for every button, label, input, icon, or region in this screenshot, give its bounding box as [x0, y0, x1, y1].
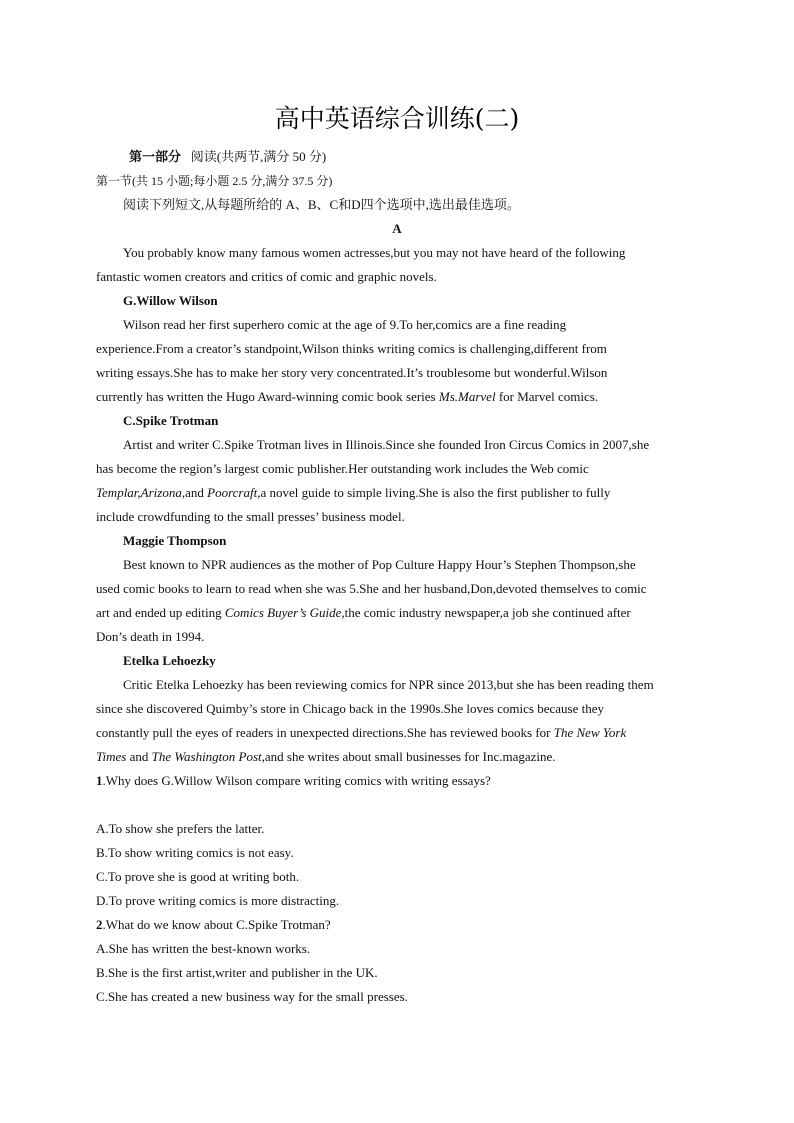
- q1-option-c: C.To prove she is good at writing both.: [96, 869, 300, 884]
- question-2-number: 2: [96, 917, 103, 932]
- q2-option-a: A.She has written the best-known works.: [96, 941, 311, 956]
- q1-option-d: D.To prove writing comics is more distracting.: [96, 893, 340, 908]
- lehoezky-line-1: Critic Etelka Lehoezky has been reviewing comics for NPR since 2013,but she has been reading them: [123, 677, 654, 692]
- wilson-line-4: [96, 388, 598, 406]
- lehoezky-heading: Etelka Lehoezky: [123, 653, 216, 668]
- thompson-line-4: Don’s death in 1994.: [96, 629, 205, 644]
- part-heading: [129, 148, 326, 166]
- intro-line-2: fantastic women creators and critics of comic and graphic novels.: [96, 269, 437, 284]
- q1-option-a: A.To show she prefers the latter.: [96, 821, 265, 836]
- lehoezky-line-3: [96, 724, 626, 742]
- question-2: [96, 916, 331, 934]
- question-1: [96, 772, 491, 790]
- title-templar-arizona: Templar,Arizona: [96, 485, 182, 500]
- wilson-line-3: writing essays.She has to make her story very concentrated.It’s troublesome but wonderful.Wilson: [96, 365, 608, 380]
- title-poorcraft: Poorcraft: [207, 485, 258, 500]
- trotman-line-3-mid: ,and: [181, 485, 208, 500]
- question-1-number: 1: [96, 773, 103, 788]
- thompson-line-3-end: ,the comic industry newspaper,a job she continued after: [341, 605, 631, 620]
- trotman-line-2: has become the region’s largest comic publisher.Her outstanding work includes the Web comic: [96, 461, 589, 476]
- wilson-line-2: experience.From a creator’s standpoint,Wilson thinks writing comics is challenging,different from: [96, 341, 607, 356]
- thompson-line-1: Best known to NPR audiences as the mother of Pop Culture Happy Hour’s Stephen Thompson,she: [123, 557, 636, 572]
- thompson-line-3-text: art and ended up editing: [96, 605, 225, 620]
- title-new-york-times-a: The New York: [553, 725, 627, 740]
- wilson-line-4-text: currently has written the Hugo Award-winning comic book series: [96, 389, 439, 404]
- q1-option-b: B.To show writing comics is not easy.: [96, 845, 294, 860]
- section-heading: 第一节(共 15 小题;每小题 2.5 分,满分 37.5 分): [96, 174, 333, 188]
- trotman-line-1: Artist and writer C.Spike Trotman lives in Illinois.Since she founded Iron Circus Comics in 2007,she: [123, 437, 650, 452]
- page-title: 高中英语综合训练(二): [274, 104, 520, 133]
- title-washington-post: The Washington Post: [151, 749, 262, 764]
- wilson-line-1: Wilson read her first superhero comic at the age of 9.To her,comics are a fine reading: [123, 317, 567, 332]
- thompson-heading: Maggie Thompson: [123, 533, 227, 548]
- passage-label: A: [392, 221, 402, 236]
- part-sub: 阅读(共两节,满分 50 分): [190, 149, 327, 164]
- lehoezky-line-4: [96, 748, 556, 766]
- title-new-york-times-b: Times: [96, 749, 127, 764]
- lehoezky-line-4-end: ,and she writes about small businesses for Inc.magazine.: [261, 749, 556, 764]
- title-comics-buyers-guide: Comics Buyer’s Guide: [224, 605, 342, 620]
- q2-option-c: C.She has created a new business way for the small presses.: [96, 989, 408, 1004]
- thompson-line-2: used comic books to learn to read when she was 5.She and her husband,Don,devoted themselves to comic: [96, 581, 647, 596]
- title-ms-marvel: Ms.Marvel: [438, 389, 496, 404]
- wilson-heading: G.Willow Wilson: [123, 293, 218, 308]
- lehoezky-line-2: since she discovered Quimby’s store in Chicago back in the 1990s.She loves comics because they: [96, 701, 604, 716]
- q2-option-b: B.She is the first artist,writer and publisher in the UK.: [96, 965, 378, 980]
- thompson-line-3: [96, 604, 631, 622]
- trotman-line-3-end: ,a novel guide to simple living.She is also the first publisher to fully: [257, 485, 611, 500]
- question-1-text: .Why does G.Willow Wilson compare writing comics with writing essays?: [102, 773, 491, 788]
- lehoezky-line-3-text: constantly pull the eyes of readers in unexpected directions.She has reviewed books for: [96, 725, 554, 740]
- lehoezky-line-4-mid: and: [126, 749, 152, 764]
- trotman-line-3: [96, 484, 610, 502]
- instructions: 阅读下列短文,从每题所给的 A、B、C和D四个选项中,选出最佳选项。: [123, 197, 520, 212]
- trotman-heading: C.Spike Trotman: [123, 413, 219, 428]
- part-label: 第一部分: [129, 149, 182, 164]
- wilson-line-4-end: for Marvel comics.: [495, 389, 599, 404]
- trotman-line-4: include crowdfunding to the small presses’ business model.: [96, 509, 405, 524]
- intro-line-1: You probably know many famous women actresses,but you may not have heard of the following: [123, 245, 626, 260]
- question-2-text: .What do we know about C.Spike Trotman?: [102, 917, 331, 932]
